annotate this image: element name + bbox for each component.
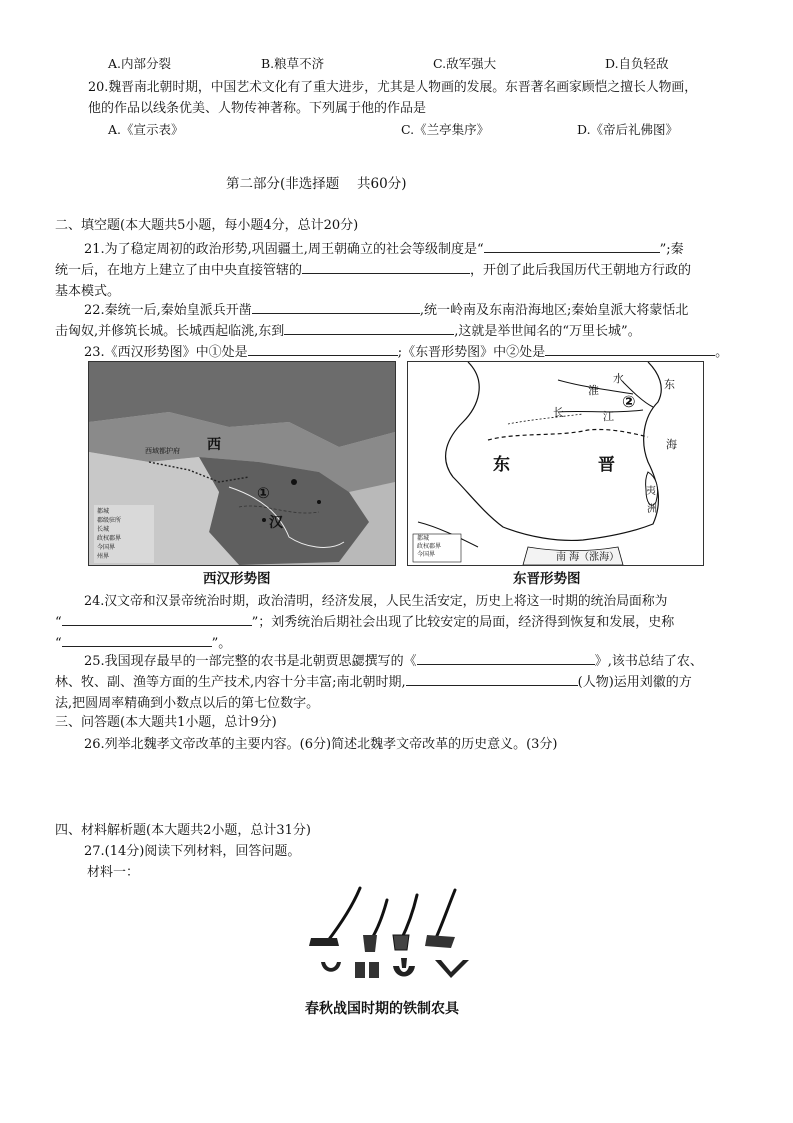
q25-text-a: 25.我国现存最早的一部完整的农书是北朝贾思勰撰写的《 [84,654,417,669]
q22-line1 [84,299,688,318]
east-jin-legend [417,535,441,559]
q24-blank-2[interactable] [62,634,212,647]
q24-text-e: ”。 [211,636,232,651]
material1-label: 材料一： [87,865,140,880]
q25-text-c: 林、牧、副、渔等方面的生产技术,内容十分丰富;南北朝时期, [55,675,406,690]
q22-blank-2[interactable] [284,322,454,335]
q21-text-b: ”;秦 [659,242,684,257]
q21-line3: 基本模式。 [55,284,121,299]
west-han-region-xiyu: 西域都护府 [145,447,180,455]
west-han-legend-item: 政权郡界 [97,535,122,542]
q27-text: 27.(14分)阅读下列材料，回答问题。 [84,844,301,859]
q24-text-b: “ [55,615,62,630]
q25-line1 [84,650,703,669]
q19-option-d: D.自负轻敌 [605,56,669,71]
east-jin-label-shui: 水 [613,372,624,385]
q25-text-b: 》,该书总结了农、 [594,654,703,669]
q25-blank-2[interactable] [406,673,578,686]
q25-text-d: (人物)运用刘徽的方 [577,675,692,690]
q21-blank-1[interactable] [484,240,660,253]
west-han-map [88,361,396,566]
q21-blank-2[interactable] [302,261,470,274]
q23-text-c: 。 [715,345,729,360]
q20-option-c: C.《兰亭集序》 [401,122,490,137]
east-jin-map [407,361,704,566]
q20-stem-line1: 20.魏晋南北朝时期，中国艺术文化有了重大进步，尤其是人物画的发展。东晋著名画家顾恺之擅长人物画， [88,80,698,95]
q21-text-a: 21.为了稳定周初的政治形势,巩固疆土,周王朝确立的社会等级制度是“ [84,242,484,257]
east-jin-label-east-sea: 东 [664,378,675,391]
east-jin-label-huai: 淮 [588,384,599,397]
iron-tools-graphic [305,880,490,990]
q19-option-c: C.敌军强大 [433,56,497,71]
east-jin-label-yi: 夷 [646,486,656,497]
q24-blank-1[interactable] [62,613,252,626]
east-jin-marker-2: ② [622,392,636,411]
west-han-label-han: 汉 [269,515,283,531]
q19-option-b: B.粮草不济 [261,56,325,71]
q22-text-b: ,统一岭南及东南沿海地区;秦始皇派大将蒙恬北 [419,303,689,318]
q23-text-a: 23.《西汉形势图》中①处是 [84,345,248,360]
q22-text-a: 22.秦统一后,秦始皇派兵开凿 [84,303,252,318]
q24-line1: 24.汉文帝和汉景帝统治时期，政治清明，经济发展，人民生活安定，历史上将这一时期的统治局面称为 [84,594,668,609]
east-jin-label-zhou: 洲 [647,504,657,515]
east-jin-label-hai: 海 [666,438,677,451]
q25-blank-1[interactable] [417,652,595,665]
west-han-label-xi: 西 [207,437,221,453]
west-han-legend-item: 今国界 [97,544,116,551]
q21-line2 [55,259,691,278]
q23-text-b: ;《东晋形势图》中②处是 [397,345,546,360]
west-han-legend-item: 长城 [97,526,110,533]
q20-stem-line2: 他的作品以线条优美、人物传神著称。下列属于他的作品是 [88,101,427,116]
q20-option-a: A.《宣示表》 [108,122,184,137]
west-han-map-graphic [89,362,395,565]
q19-option-a: A.内部分裂 [108,56,172,71]
west-han-marker-1: ① [257,484,270,502]
q24-line2 [55,611,674,630]
q21-text-d: ，开创了此后我国历代王朝地方行政的 [470,263,692,278]
east-jin-label-jiang: 江 [603,410,614,423]
q25-line3: 法,把圆周率精确到小数点以后的第七位数字。 [55,696,320,711]
east-jin-label-south-sea: 南 海（涨海） [556,552,620,563]
west-han-map-caption: 西汉形势图 [203,571,271,587]
east-jin-legend-item: 都城 [417,535,430,542]
q23-blank-2[interactable] [545,343,715,356]
q25-line2 [55,671,692,690]
west-han-legend [97,507,121,561]
q22-text-c: 击匈奴,并修筑长城。长城西起临洮,东到 [55,324,285,339]
iron-tools-caption: 春秋战国时期的铁制农具 [305,1001,459,1017]
q22-text-d: ,这就是举世闻名的“万里长城”。 [454,324,641,339]
east-jin-map-graphic [408,362,703,565]
section3-heading: 三、问答题(本大题共1小题，总计9分) [55,715,277,730]
west-han-legend-item: 郡级驻所 [97,517,122,524]
east-jin-label-jin: 晋 [598,455,615,475]
q21-text-c: 统一后，在地方上建立了由中央直接管辖的 [55,263,303,278]
east-jin-label-chang: 长 [553,406,564,419]
east-jin-map-caption: 东晋形势图 [513,571,581,587]
q23-line [84,341,728,360]
q26-text: 26.列举北魏孝文帝改革的主要内容。(6分)简述北魏孝文帝改革的历史意义。(3分) [84,737,558,752]
q20-option-d: D.《帝后礼佛图》 [577,122,679,137]
part2-title: 第二部分(非选择题 共60分) [226,176,407,192]
iron-tools-illustration [305,880,490,990]
q22-blank-1[interactable] [252,301,420,314]
q24-line3 [55,632,231,651]
q24-text-c: ”；刘秀统治后期社会出现了比较安定的局面，经济得到恢复和发展，史称 [251,615,675,630]
east-jin-legend-item: 政权郡界 [417,543,442,550]
east-jin-legend-item: 今国界 [417,551,436,558]
q22-line2 [55,320,641,339]
q24-text-d: “ [55,636,62,651]
west-han-legend-item: 州界 [97,553,110,560]
east-jin-label-dong: 东 [493,455,510,475]
section4-heading: 四、材料解析题(本大题共2小题，总计31分) [55,823,311,838]
section2-heading: 二、填空题(本大题共5小题，每小题4分，总计20分) [55,218,359,233]
q23-blank-1[interactable] [248,343,398,356]
q21-line1 [84,238,684,257]
west-han-legend-item: 都城 [97,508,110,515]
